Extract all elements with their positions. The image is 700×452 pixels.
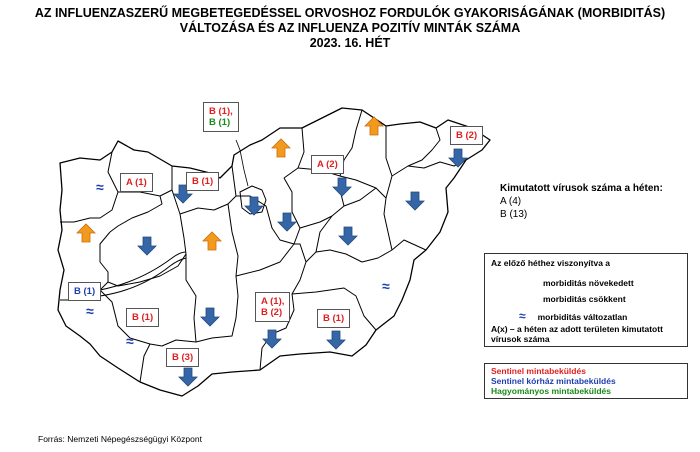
legend-hospital: Sentinel kórház mintabeküldés [491, 376, 616, 386]
legend-ax-note: A(x) – a héten az adott területen kimutatott vírusok száma [491, 324, 663, 344]
unchanged-symbol-vas: ≈ [86, 303, 94, 319]
unchanged-symbol-bekes: ≈ [382, 278, 390, 294]
label-heves: A (2) [311, 155, 344, 174]
label-vas: B (1) [68, 282, 101, 301]
title-line-2: VÁLTOZÁSA ÉS AZ INFLUENZA POZITÍV MINTÁK SZÁMA [179, 21, 521, 35]
title-line-3: 2023. 16. HÉT [309, 36, 391, 50]
unchanged-symbol-gyor: ≈ [96, 179, 104, 195]
legend-unchanged-symbol: ≈ [519, 309, 526, 323]
label-csongrad: B (1) [317, 309, 350, 328]
legend-unchanged: morbiditás változatlan [537, 312, 628, 322]
legend-sentinel: Sentinel mintabeküldés [491, 366, 586, 376]
label-gyor: A (1) [120, 173, 153, 192]
country-outline [58, 108, 490, 396]
legend-increased: morbiditás növekedett [543, 278, 634, 288]
trend-legend [484, 253, 688, 347]
label-komarom: B (1) [186, 172, 219, 191]
legend-unchanged-row [519, 309, 627, 323]
title-line-1: AZ INFLUENZASZERŰ MEGBETEGEDÉSSEL ORVOSHOZ FORDULÓK GYAKORISÁGÁNAK (MORBIDITÁS) [34, 6, 666, 20]
label-budapest: B (1), B (1) [203, 102, 239, 132]
unchanged-symbol-somogy: ≈ [126, 333, 134, 349]
counts-heading: Kimutatott vírusok száma a héten: [500, 183, 663, 194]
label-szabolcs: B (2) [450, 126, 483, 145]
source-note: Forrás: Nemzeti Népegészségügyi Központ [38, 434, 202, 444]
counts-b: B (13) [500, 209, 528, 220]
label-bacs-kiskun: A (1), B (2) [255, 292, 290, 322]
virus-counts [500, 182, 663, 221]
label-baranya: B (3) [166, 348, 199, 367]
counts-a: A (4) [500, 196, 522, 207]
sample-type-legend [484, 363, 688, 399]
label-somogy: B (1) [126, 308, 159, 327]
legend-traditional: Hagyományos mintabeküldés [491, 386, 611, 396]
legend-heading: Az előző héthez viszonyítva a [491, 258, 611, 268]
legend-decreased: morbiditás csökkent [543, 294, 626, 304]
